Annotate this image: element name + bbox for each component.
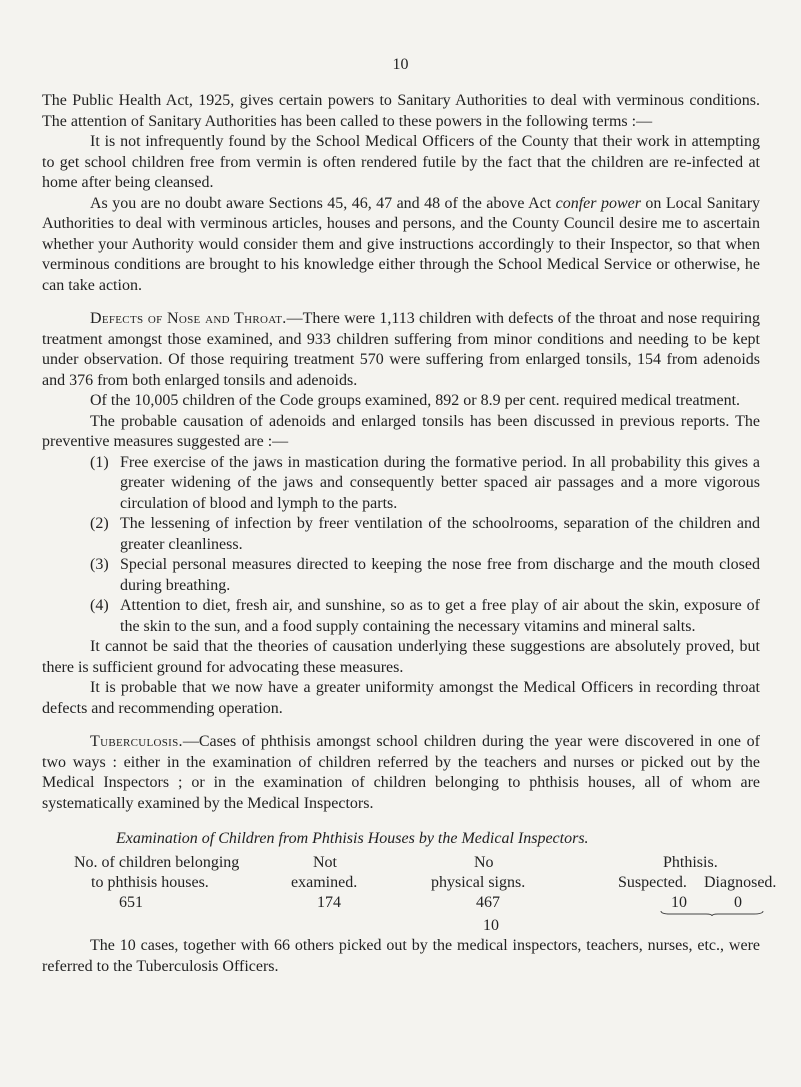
list-item	[90, 596, 760, 637]
col-header-not: Not	[313, 853, 337, 871]
brace-icon	[660, 910, 764, 916]
document-body	[42, 91, 777, 977]
paragraph-sections	[42, 194, 760, 297]
defects-text: —There were 1,113 children with defects of the throat and nose requiring treatment amongst those examined, and 933 children suffering from minor conditions and needing to be kept under observation. Of those requiring treatment 570 were suffering from enlarged tonsils, 154 from adenoids and 376 from both enlarged tonsils and adenoids.	[42, 310, 760, 389]
value-not-examined: 174	[317, 893, 341, 911]
value-diagnosed: 0	[734, 893, 742, 911]
phthisis-table	[42, 853, 777, 915]
col-header-suspected: Suspected.	[618, 873, 687, 891]
paragraph-uniformity: It is probable that we now have a greater uniformity amongst the Medical Officers in recording throat defects and recommending operation.	[42, 679, 760, 717]
sections-emphasis: confer power	[555, 194, 641, 212]
value-suspected: 10	[671, 893, 687, 911]
paragraph-code-groups: Of the 10,005 children of the Code groups examined, 892 or 8.9 per cent. required medical treatment.	[90, 392, 741, 409]
paragraph-defects	[42, 309, 760, 391]
defects-heading: Defects of Nose and Throat.	[90, 310, 287, 327]
tuberculosis-heading: Tuberculosis.	[90, 733, 183, 750]
paragraph-probable-causation: The probable causation of adenoids and enlarged tonsils has been discussed in previous reports. The preventive measures suggested are :—	[42, 412, 760, 450]
col-header-physical-signs: physical signs.	[431, 873, 526, 891]
paragraph-public-health-act: The Public Health Act, 1925, gives certain powers to Sanitary Authorities to deal with verminous conditions. The attention of Sanitary Authorities has been called to these powers in the following terms :—	[42, 92, 760, 130]
paragraph-quoted-officers: It is not infrequently found by the School Medical Officers of the County that their work in attempting to get school children free from vermin is often rendered futile by the fact that the children are re-infected at home after being cleansed.	[42, 133, 760, 191]
list-item-text: Free exercise of the jaws in mastication during the formative period. In all probability this gives a greater widening of the jaws and consequently better spaced air passages and a more vigorous circulation of blood and lymph to the parts.	[120, 453, 760, 512]
list-item-text: The lessening of infection by freer ventilation of the schoolrooms, separation of the children and greater cleanliness.	[120, 515, 760, 553]
list-item-number: (2)	[90, 515, 109, 532]
col-header-examined: examined.	[291, 873, 358, 891]
list-item-text: Attention to diet, fresh air, and sunshine, so as to get a free play of air about the skin, exposure of the skin to the sun, and a food supply containing the necessary vitamins and mineral salts.	[120, 597, 760, 635]
list-item	[90, 453, 760, 515]
col-header-phthisis: Phthisis.	[663, 853, 718, 871]
page-number: 10	[392, 56, 409, 73]
col-header-no: No	[474, 853, 494, 871]
sections-text-end: on Local Sanitary Authorities to deal with verminous articles, houses and persons, and the County Council desire me to ascertain whether your Authority would consider them and give instructions accordingly to their Inspector, so that when verminous conditions are brought to his knowledge either through the School Medical Service or otherwise, he can take action.	[42, 194, 761, 294]
table-caption: Examination of Children from Phthisis Houses by the Medical Inspectors.	[116, 830, 589, 847]
tuberculosis-text: —Cases of phthisis amongst school children during the year were discovered in one of two ways : either in the examination of children referred by the teachers and nurses or picked out by the Medical Inspectors ; or in the examination of children belonging to phthisis houses, all of whom are systematically examined by the Medical Inspectors.	[42, 733, 760, 812]
list-item	[90, 555, 760, 596]
paragraph-tuberculosis	[42, 732, 760, 814]
value-no-signs: 467	[476, 893, 500, 911]
col-header-diagnosed: Diagnosed.	[704, 873, 777, 891]
measures-list	[42, 453, 760, 638]
list-item-text: Special personal measures directed to keeping the nose free from discharge and the mouth closed during breathing.	[120, 556, 760, 594]
list-item-number: (1)	[90, 453, 109, 471]
col-header-children: No. of children belonging	[74, 853, 240, 871]
list-item-number: (3)	[90, 556, 109, 573]
value-total: 10	[483, 916, 499, 934]
paragraph-final: The 10 cases, together with 66 others picked out by the medical inspectors, teachers, nurses, etc., were referred to the Tuberculosis Officers.	[42, 937, 760, 975]
list-item	[90, 514, 760, 555]
sections-text-start: As you are no doubt aware Sections 45, 46, 47 and 48 of the above Act	[90, 194, 556, 212]
value-children: 651	[119, 893, 143, 911]
col-header-children-2: to phthisis houses.	[91, 873, 209, 891]
paragraph-cannot-be-said: It cannot be said that the theories of causation underlying these suggestions are absolutely proved, but there is sufficient ground for advocating these measures.	[42, 638, 760, 676]
list-item-number: (4)	[90, 597, 109, 614]
